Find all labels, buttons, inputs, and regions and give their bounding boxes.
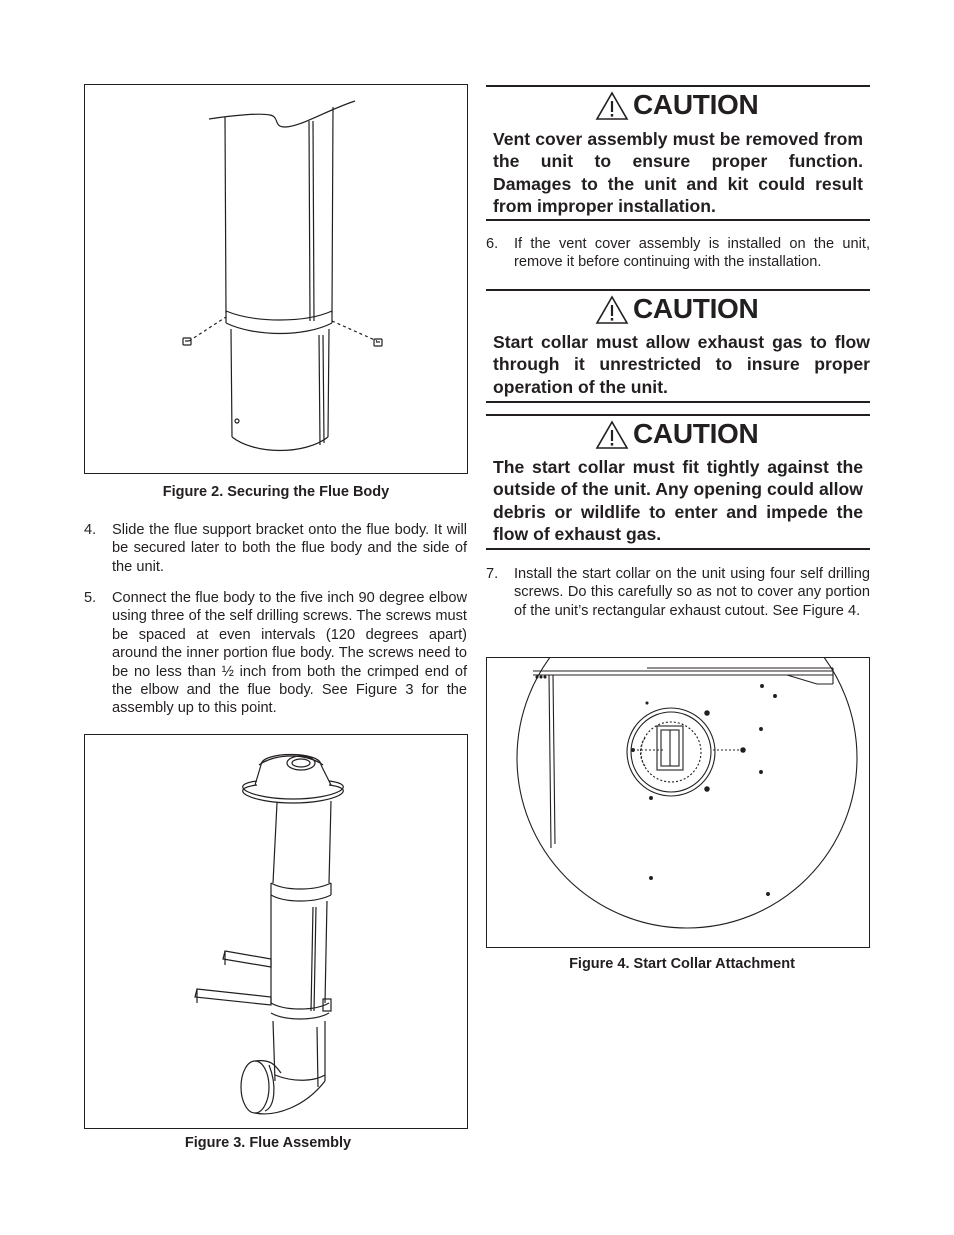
caution-box-2: [486, 289, 870, 403]
step-text: Install the start collar on the unit using four self drilling screws. Do this carefully so as not to cover any portion of the unit’s rectangular exhaust cutout. See Figure 4.: [514, 566, 870, 619]
step-5: [84, 589, 467, 718]
warning-triangle-icon: [595, 420, 629, 450]
figure-2-frame: [84, 84, 468, 474]
figure-2-flue-body-drawing: [85, 85, 469, 475]
caution-box-1: [486, 85, 870, 221]
caution-heading: CAUTION: [633, 89, 759, 120]
figure-4-frame: [486, 657, 870, 948]
caution-heading-row: [486, 291, 870, 327]
caution-heading-row: [486, 416, 870, 452]
step-number: 4.: [84, 522, 97, 538]
figure-4-start-collar-drawing: [487, 658, 871, 949]
figure-3-caption: Figure 3. Flue Assembly: [184, 1135, 352, 1151]
warning-triangle-icon: [595, 91, 629, 121]
figure-4-caption: Figure 4. Start Collar Attachment: [569, 956, 795, 972]
caution-heading-row: [486, 87, 870, 123]
step-text: Connect the flue body to the five inch 90 degree elbow using three of the self drilling screws. The screws must be spaced at even intervals (120 degrees apart) around the inner portion flue body. The screws need to be no less than ½ inch from both the crimped end of the elbow and the flue body. See Figure 3 for the assembly up to this point.: [112, 590, 467, 717]
figure-3-flue-assembly-drawing: [85, 735, 469, 1130]
step-number: 7.: [486, 566, 499, 582]
step-4: [84, 521, 467, 576]
step-text: Slide the flue support bracket onto the flue body. It will be secured later to both the flue body and the side of the unit.: [112, 522, 467, 575]
figure-3-frame: [84, 734, 468, 1129]
caution-text: The start collar must fit tightly against the outside of the unit. Any opening could allow debris or wildlife to enter and impede the flow of exhaust gas.: [493, 457, 863, 545]
step-number: 5.: [84, 590, 97, 606]
caution-box-3: [486, 414, 870, 550]
caution-text: Start collar must allow exhaust gas to flow through it unrestricted to insure proper operation of the unit.: [493, 332, 870, 397]
figure-2-caption: Figure 2. Securing the Flue Body: [162, 484, 390, 500]
step-7: [486, 565, 870, 620]
caution-heading: CAUTION: [633, 293, 759, 324]
warning-triangle-icon: [595, 295, 629, 325]
caution-text: Vent cover assembly must be removed from the unit to ensure proper function. Damages to the unit and kit could result from improper installation.: [493, 129, 863, 217]
step-6: [486, 235, 870, 272]
step-number: 6.: [486, 236, 499, 252]
step-text: If the vent cover assembly is installed on the unit, remove it before continuing with the installation.: [514, 236, 870, 271]
caution-heading: CAUTION: [633, 418, 759, 449]
